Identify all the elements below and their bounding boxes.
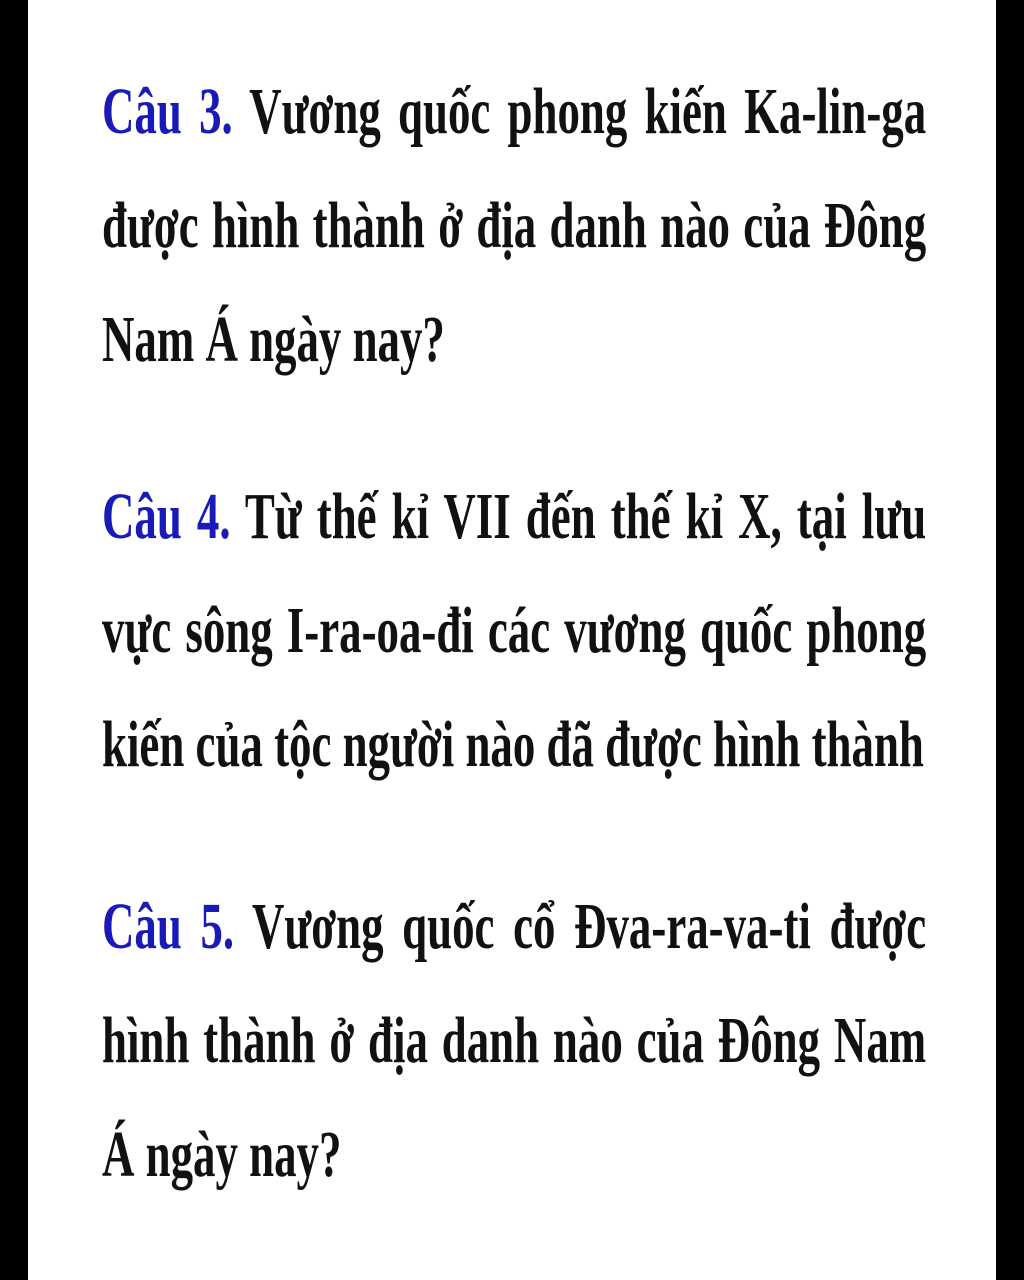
question-5-text: Vương quốc cổ Đva-ra-va-ti được hình thành ở địa danh nào của Đông Nam Á ngày nay? [102, 890, 927, 1191]
document-page [28, 0, 996, 1280]
question-5-label: Câu 5. [102, 890, 235, 963]
question-4-label: Câu 4. [102, 480, 231, 553]
question-4-text: Từ thế kỉ VII đến thế kỉ X, tại lưu vực sông I-ra-oa-đi các vương quốc phong kiến của tộc người nào đã được hình thành [102, 480, 927, 781]
question-3 [102, 55, 926, 397]
question-3-text: Vương quốc phong kiến Ka-lin-ga được hình thành ở địa danh nào của Đông Nam Á ngày nay? [102, 75, 927, 376]
question-5 [102, 870, 926, 1212]
question-3-label: Câu 3. [102, 75, 233, 148]
question-4 [102, 460, 926, 802]
